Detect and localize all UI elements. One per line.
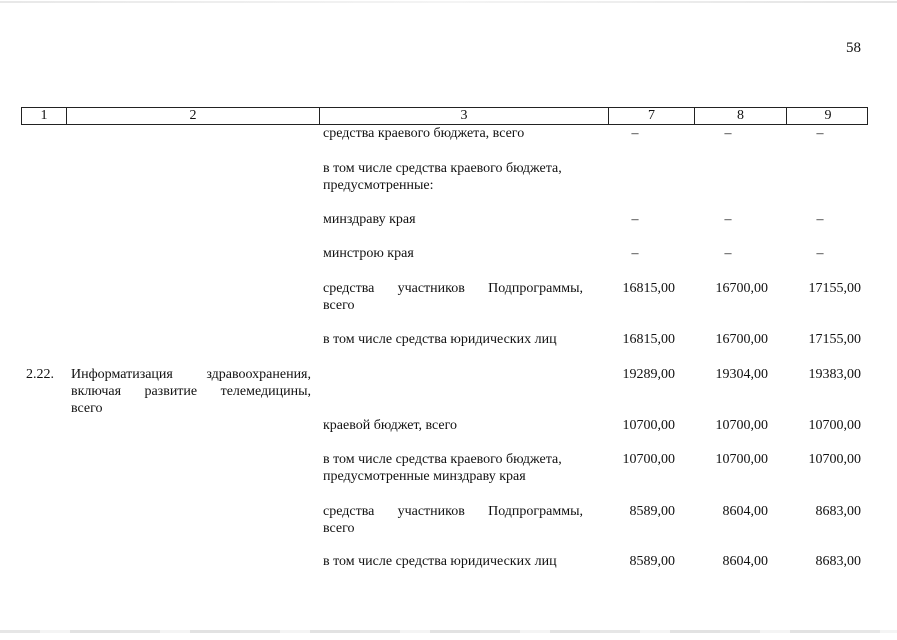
row-value-col8: – (724, 246, 732, 261)
table-header (21, 107, 868, 125)
row-value-col7: 8589,00 (629, 504, 675, 519)
row-value-col9: 8683,00 (815, 554, 861, 569)
item-number: 2.22. (26, 367, 54, 382)
header-col-1: 1 (22, 108, 67, 124)
row-value-col8: 16700,00 (715, 281, 768, 296)
page-number: 58 (846, 40, 861, 56)
row-source-text: предусмотренные: (323, 178, 434, 193)
header-col-8: 8 (695, 108, 787, 124)
item-title: включая развитие телемедицины, (71, 384, 311, 399)
row-value-col8: – (724, 126, 732, 141)
scan-edge-top (0, 1, 897, 3)
row-value-col8: 8604,00 (722, 554, 768, 569)
row-value-col9: 17155,00 (808, 281, 861, 296)
row-value-col7: 8589,00 (629, 554, 675, 569)
header-col-9: 9 (824, 108, 832, 123)
row-value-col7: – (631, 126, 639, 141)
row-value-col8: – (724, 212, 732, 227)
row-source-text: средства участников Подпрограммы, (323, 504, 583, 519)
row-source-text: в том числе средства юридических лиц (323, 554, 557, 569)
row-value-col7: – (631, 246, 639, 261)
row-value-col8: 19304,00 (715, 367, 768, 382)
row-value-col7: 16815,00 (622, 281, 675, 296)
row-value-col8: 8604,00 (722, 504, 768, 519)
row-source-text: минздраву края (323, 212, 416, 227)
row-source-text: минстрою края (323, 246, 414, 261)
row-source-text: всего (323, 521, 355, 536)
row-value-col9: 19383,00 (808, 367, 861, 382)
row-value-col8: 10700,00 (715, 452, 768, 467)
header-col-7: 7 (609, 108, 695, 124)
row-value-col7: – (631, 212, 639, 227)
row-value-col9: 8683,00 (815, 504, 861, 519)
header-col-2: 2 (67, 108, 320, 124)
row-value-col7: 16815,00 (622, 332, 675, 347)
scan-edge-bottom (0, 630, 897, 633)
item-title: всего (71, 401, 103, 416)
row-source-text: предусмотренные минздраву края (323, 469, 526, 484)
row-source-text: в том числе средства юридических лиц (323, 332, 557, 347)
row-source-text: в том числе средства краевого бюджета, (323, 161, 562, 176)
row-value-col9: – (816, 126, 824, 141)
item-title: Информатизация здравоохранения, (71, 367, 311, 382)
row-value-col8: 16700,00 (715, 332, 768, 347)
row-value-col9: – (816, 212, 824, 227)
row-value-col7: 10700,00 (622, 418, 675, 433)
row-value-col9: 17155,00 (808, 332, 861, 347)
row-source-text: в том числе средства краевого бюджета, (323, 452, 562, 467)
row-value-col7: 10700,00 (622, 452, 675, 467)
row-value-col9: 10700,00 (808, 452, 861, 467)
row-source-text: всего (323, 298, 355, 313)
row-value-col9: 10700,00 (808, 418, 861, 433)
row-value-col9: – (816, 246, 824, 261)
row-value-col8: 10700,00 (715, 418, 768, 433)
row-source-text: средства участников Подпрограммы, (323, 281, 583, 296)
row-value-col7: 19289,00 (622, 367, 675, 382)
header-col-3: 3 (320, 108, 609, 124)
row-source-text: краевой бюджет, всего (323, 418, 458, 433)
row-source-text: средства краевого бюджета, всего (323, 126, 525, 141)
